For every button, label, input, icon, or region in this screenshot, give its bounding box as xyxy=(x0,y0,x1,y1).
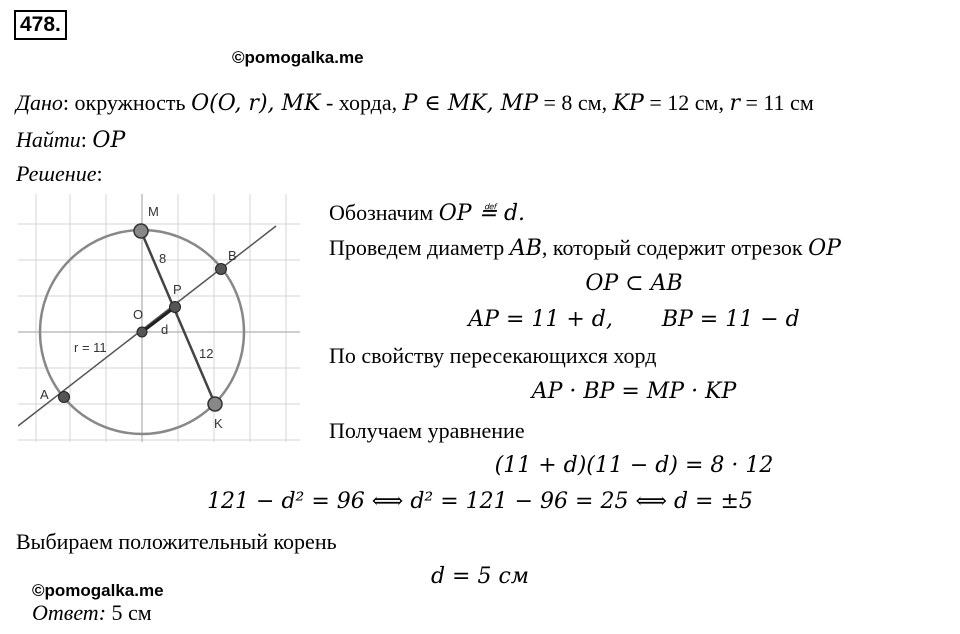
step-2-text: Проведем диаметр xyxy=(329,235,510,260)
step-10: Выбираем положительный корень xyxy=(16,529,337,554)
watermark-bottom: ©pomogalka.me xyxy=(32,581,164,600)
step-7: Получаем уравнение xyxy=(329,418,525,443)
label-o: O xyxy=(133,307,144,322)
watermark-top: ©pomogalka.me xyxy=(232,48,364,67)
line-ab xyxy=(18,226,276,426)
given-math-3: KP xyxy=(612,91,644,116)
label-m: M xyxy=(148,204,159,219)
given-line xyxy=(16,90,814,117)
step-1-text: Обозначим xyxy=(329,200,439,225)
step-8: (11 + d)(11 − d) = 8 · 12 xyxy=(494,453,774,478)
solution-line xyxy=(16,161,103,187)
point-o xyxy=(137,327,147,337)
label-p: P xyxy=(173,282,182,297)
step-2-math-2: OP xyxy=(808,236,841,261)
point-b xyxy=(216,264,227,275)
find-label: Найти xyxy=(16,127,81,152)
given-math-2: P ∈ MK, MP xyxy=(402,91,538,116)
point-m xyxy=(134,224,148,238)
given-text-3: = 8 см, xyxy=(538,90,613,115)
geometry-figure xyxy=(18,194,300,442)
find-line xyxy=(16,127,125,154)
step-9: 121 − d² = 96 ⟺ d² = 121 − 96 = 25 ⟺ d = ±5 xyxy=(207,489,753,514)
given-text-2: - хорда, xyxy=(320,90,403,115)
find-math: OP xyxy=(92,128,126,153)
solution-text: : xyxy=(96,161,103,186)
answer-text: 5 см xyxy=(106,600,152,625)
given-label: Дано xyxy=(16,90,63,115)
label-b: B xyxy=(228,248,237,263)
given-text: : окружность xyxy=(62,90,192,115)
label-pk: 12 xyxy=(199,346,214,361)
given-math-1: O(O, r), MK xyxy=(191,91,321,116)
segment-op xyxy=(142,307,175,332)
find-text: : xyxy=(80,127,93,152)
step-4: AP = 11 + d, BP = 11 − d xyxy=(468,307,800,332)
given-text-4: = 12 см, xyxy=(643,90,730,115)
step-2-math-1: AB xyxy=(509,236,542,261)
label-k: K xyxy=(214,416,223,431)
answer-label: Ответ: xyxy=(32,600,107,625)
step-11: d = 5 см xyxy=(430,564,530,589)
label-d: d xyxy=(161,322,169,337)
step-2-text-2: , который содержит отрезок xyxy=(541,235,809,260)
step-5: По свойству пересекающихся хорд xyxy=(329,343,657,368)
point-p xyxy=(170,302,181,313)
point-a xyxy=(59,392,70,403)
answer-line xyxy=(32,600,152,626)
step-1-math: OP ≝ d. xyxy=(438,201,526,226)
label-radius: r = 11 xyxy=(74,340,107,355)
given-math-4: r xyxy=(729,91,740,116)
solution-label: Решение xyxy=(16,161,97,186)
problem-number: 478. xyxy=(14,10,67,40)
label-mp: 8 xyxy=(159,251,167,266)
label-a: A xyxy=(40,387,49,402)
given-text-5: = 11 см xyxy=(739,90,814,115)
step-2 xyxy=(329,235,841,262)
step-1 xyxy=(329,200,525,227)
step-6: AP · BP = MP · KP xyxy=(531,379,737,404)
point-k xyxy=(208,397,222,411)
step-3: OP ⊂ AB xyxy=(585,271,683,296)
